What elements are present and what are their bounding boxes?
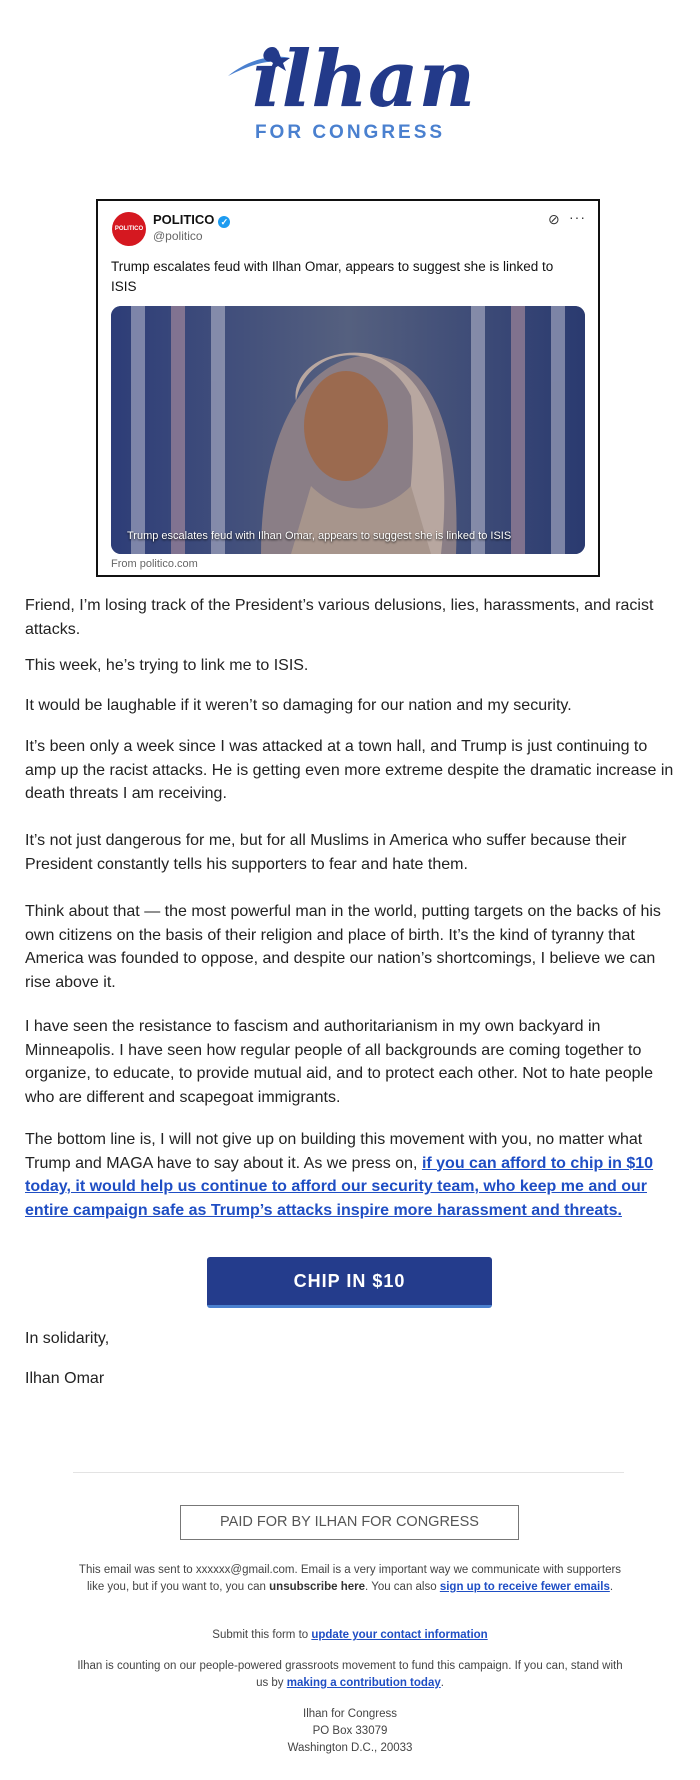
address-line-2: PO Box 33079 [312,1725,388,1737]
footer-address [70,1706,630,1757]
footer-form-notice: Submit this form to update your contact information [212,1629,488,1641]
footer-contribution-notice: Ilhan is counting on our people-powered grassroots movement to fund this campaign. If you can, stand with us by making a contribution today. [77,1660,623,1689]
tweet-image[interactable] [111,306,585,554]
signature: Ilhan Omar [25,1370,105,1387]
paragraph-8 [25,1128,675,1222]
logo-subtitle: FOR CONGRESS [254,122,446,143]
paragraph-1: Friend, I’m losing track of the President’s various delusions, lies, harassments, and racist attacks. [25,597,654,638]
update-contact-link[interactable]: update your contact information [311,1629,488,1641]
paragraph-6: Think about that — the most powerful man in the world, putting targets on the backs of his own citizens on the basis of their religion and place of birth. It’s the kind of tyranny that America was founded to oppose, and despite our nation’s shortcomings, I believe we can rise above it. [25,903,661,991]
footer-divider [73,1472,624,1473]
tweet-handle: @politico [153,229,203,243]
contribution-link[interactable]: making a contribution today [286,1677,441,1689]
tweet-source[interactable]: From politico.com [111,558,198,570]
politico-avatar: POLITICO [112,212,146,246]
unsubscribe-link[interactable]: unsubscribe here [269,1581,366,1593]
verified-badge-icon: ✓ [218,216,230,228]
embedded-tweet[interactable] [96,199,600,577]
fewer-emails-link[interactable]: sign up to receive fewer emails [439,1581,610,1593]
tweet-account-name: POLITICO ✓ [153,212,230,228]
campaign-logo [0,36,700,146]
paid-for-disclaimer: PAID FOR BY ILHAN FOR CONGRESS [180,1505,519,1540]
footer-email-notice: This email was sent to xxxxxx@gmail.com. Email is a very important way we communicate with supporters like you, but if you want to, you can unsubscribe here. You can also sign up to receive fewer emails. [78,1564,622,1593]
signoff: In solidarity, [25,1330,110,1347]
more-icon[interactable]: ··· [569,209,586,225]
chip-in-button[interactable]: CHIP IN $10 [207,1257,492,1308]
paragraph-4: It’s been only a week since I was attacked at a town hall, and Trump is just continuing to amp up the racist attacks. He is getting even more extreme despite the dramatic increase in death threats I am receiving. [25,738,674,802]
paragraph-3: It would be laughable if it weren’t so damaging for our nation and my security. [25,697,572,714]
paragraph-5: It’s not just dangerous for me, but for all Muslims in America who suffer because their President constantly tells his supporters to fear and hate them. [25,832,627,873]
recipient-email: xxxxxx@gmail.com [195,1564,295,1576]
address-line-3: Washington D.C., 20033 [287,1742,413,1754]
donate-inline-link[interactable]: if you can afford to chip in $10 today, it would help us continue to afford our security team, who keep me and our entire campaign safe as Trump’s attacks inspire more harassment and threats. [25,1154,654,1219]
paragraph-7: I have seen the resistance to fascism and authoritarianism in my own backyard in Minneapolis. I have seen how regular people of all backgrounds are coming together to organize, to educate, to provide mutual aid, and to protect each other. Not to hate people who are different and scapegoat immigrants. [25,1018,653,1106]
paragraph-2: This week, he’s trying to link me to ISIS. [25,657,309,674]
address-line-1: Ilhan for Congress [303,1708,397,1720]
paragraph-8-lead: The bottom line is, I will not give up on building this movement with you, no matter what Trump and MAGA have to say about it. As we press on, [25,1131,643,1172]
tweet-text: Trump escalates feud with Ilhan Omar, appears to suggest she is linked to ISIS [111,259,554,294]
logo-wordmark: ilhan [252,36,476,125]
x-logo-icon[interactable]: ⊘ [548,211,560,227]
tweet-image-caption: Trump escalates feud with Ilhan Omar, appears to suggest she is linked to ISIS [127,530,512,542]
